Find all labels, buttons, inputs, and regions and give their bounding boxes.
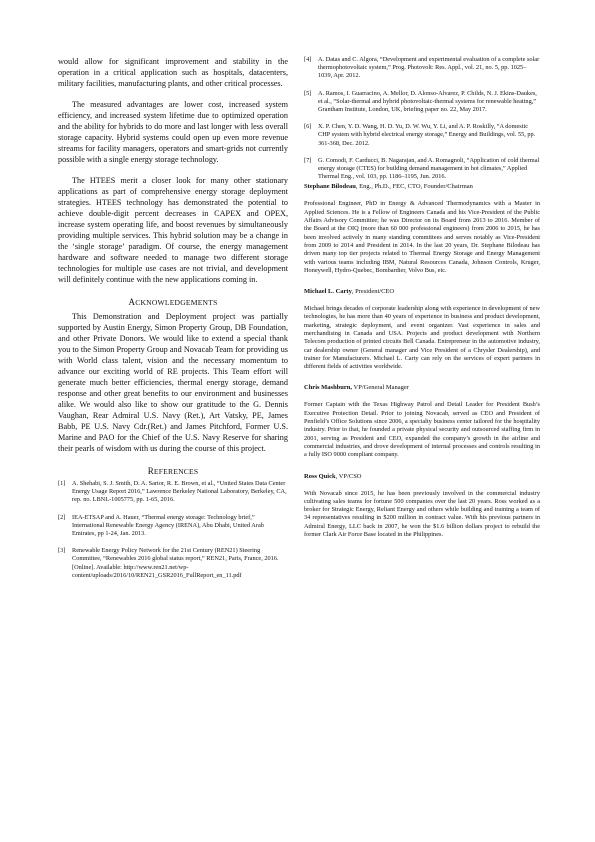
left-column	[58, 56, 288, 589]
bio-name: Chris Mashburn,	[304, 384, 353, 392]
body-paragraph-3: The HTEES merit a closer look for many other stationary applications as part of comprehensive energy storage deployment strategies. HTEES technology has demonstrated the potential to achieve double-digit percent decreases in CAPEX and OPEX, increase system operating life, and boost revenues by simultaneously providing multiple services. This hybrid solution may be a change in the ‘single storage’ paradigm. Of course, the energy management hardware and software needed to manage two different storage technologies for multiple use cases are not trivial, and development will definitely continue with the new applications coming in.	[58, 176, 288, 284]
reference-item	[304, 157, 540, 182]
reference-item	[58, 514, 288, 539]
reference-text: A. Datas and C. Algora, “Development and experimental evaluation of a complete solar thermophotovoltaic system,” Prog. Photovolt: Res. Appl., vol. 21, no. 5, pp. 1025–1039, Apr. 2012.	[318, 56, 540, 80]
reference-text: A. Shehabi, S. J. Smith, D. A. Sartor, R. E. Brown, et al., “United States Data Center Energy Usage Report 2016,” Lawrence Berkeley National Laboratory, Berkeley, CA, rep. no. LBNL-1005775, pp. 1-65, 2016.	[72, 480, 287, 504]
acknowledgements-heading	[58, 297, 288, 307]
reference-item	[58, 547, 288, 580]
reference-item	[58, 480, 288, 505]
bio-text-mashburn: Former Captain with the Texas Highway Patrol and Detail Leader for President Bush’s Executive Protection Detail. Prior to joining Novacab, served as CEO and President of Penfield’s Office Solutions since 2006, a specialty business center tailored for the hospitality industry. Prior to that, he founded a private physical security and outsourced staffing firm in 2001, serving as President and CEO, expanded the company’s growth in the airline and commercial industries, and drove development of internal processes and controls resulting in a fully ISO 9000 compliant company.	[304, 401, 540, 459]
references-heading-initial: R	[147, 466, 154, 476]
bio-heading-quick	[304, 473, 540, 481]
reference-number: [3]	[58, 547, 66, 555]
body-paragraph-1: would allow for significant improvement and stability in the operation in a critical application such as hospitals, datacenters, military facilities, manufacturing plants, and other critical processes.	[58, 57, 288, 88]
bio-heading-mashburn	[304, 384, 540, 392]
bio-name: Michael L. Carty	[304, 288, 352, 296]
reference-item	[304, 90, 540, 115]
reference-number: [6]	[304, 123, 312, 131]
bio-name: Stephane Bilodeau	[304, 183, 356, 191]
reference-number: [2]	[58, 513, 66, 521]
reference-text: IEA-ETSAP and A. Hauer, “Thermal energy storage: Technology brief,” International Renewable Energy Agency (IRENA), Abu Dhabi, United Arab Emirates, pp 1-24, Jan. 2013.	[72, 513, 264, 538]
body-paragraph-2: The measured advantages are lower cost, increased system efficiency, and increased system lifetime due to optimized operation and the ability for hybrids to do more and last longer with less overall storage capacity. Hybrid systems could open up even more revenue streams for facility managers, operators and smart-grids not currently possible with a single energy storage technology.	[58, 100, 288, 164]
bio-role: , Eng., Ph.D., FEC, CTO, Founder/Chairman	[355, 183, 473, 191]
bio-role: , President/CEO	[351, 288, 395, 296]
bio-text-quick: With Novacab since 2015, he has been previously involved in the commercial industry cultivating sales teams for fortune 500 companies over the last 20 years. Ross worked as a broker for Strategic Energy, Reliant Energy and others while building and training a team of 34 representatives resulting in $200 million in contract value. With his previous partners in Admiral Energy, LLC back in 2007, he won the $1.6 billion dollars project to rebuild the former Clark Air Force Base located in the Philippines.	[304, 489, 540, 539]
reference-text: X. P. Chen, Y. D. Wang, H. D. Yu, D. W. Wu, Y. Li, and A. P. Roskilly, “A domestic CHP system with hybrid electrical energy storage,” Energy and Buildings, vol. 55, pp. 361-368, Dec. 2012.	[318, 123, 536, 147]
reference-number: [5]	[304, 89, 312, 97]
bio-text-carty: Michael brings decades of corporate leadership along with experience in development of new technologies, he has more than 40 years of experience in business and product development, marketing, strategic deployment, and event organizer. Vast experience in sales and merchandising in Canada and USA. Projects and product development with Northern Telecom production of printed circuits Bell Canada. Entrepreneur in the automotive industry, car dealership owner (General manager and Vice President of a Chrysler Dealership), and trainer for Manufacturers. Michael L. Carty can rely on the services of expert partners in different fields of activities worldwide.	[304, 305, 540, 371]
reference-number: [4]	[304, 56, 312, 63]
reference-number: [1]	[58, 480, 66, 487]
bio-name: Ross Quick	[304, 472, 336, 480]
reference-text: G. Comodi, F. Carducci, B. Nagarajan, and A. Romagnoli, “Application of cold thermal energy storage (CTES) for building demand management in hot climates,” Applied Thermal Eng., vol. 103, pp. 1186–1195, Jun. 2016.	[318, 156, 540, 181]
bio-heading-bilodeau	[304, 183, 540, 191]
bio-role: , VP/CSO	[335, 472, 362, 480]
bio-text-bilodeau: Professional Engineer, PhD in Energy & Advanced Thermodynamics with a Master in Applied Sciences. He is a Fellow of Engineers Canada and his Vice-President of the Public Affairs Advisory Committee; he was Director on its Board from 2013 to 2016. Member of the Board at the OIQ (more than 60 000 professional engineers) from 2006 to 2015, he has been involved actively in many standing committees and serves notably as Vice-President from 2009 to 2014 and President in 2014. In the last 20 years, Dr. Stephane Bilodeau has driven many top tier projects related to Thermal Energy Storage and Energy Management with various teams including IBM, Natural Resources Canada, Johnson Controls, Kruger, Honeywell, Hydro-Quebec, Bombardier, Volvo Bus, etc.	[304, 200, 540, 274]
right-column	[304, 56, 540, 552]
bio-role: VP/General Manager	[352, 384, 409, 392]
reference-text: Renewable Energy Policy Network for the 21st Century (REN21) Steering Committee, “Renewables 2016 global status report,” REN21, Paris, France, 2016. [Online]. Available: http://www.ren21.net/wp-content/uploads/2016/10/REN21_GSR2016_FullReport_en_11.pdf	[72, 547, 279, 579]
reference-number: [7]	[304, 156, 312, 164]
reference-text: A. Ramos, I. Guarracino, A. Mellor, D. Alonso-Alvarez, P. Childs, N. J. Ekins-Daukes, et al., “Solar-thermal and hybrid photovoltaic-thermal systems for renewable heating,” Grantham Institute, London, UK, briefing paper no. 22, May 2017.	[318, 89, 537, 114]
references-heading-rest: EFERENCES	[153, 467, 199, 476]
acknowledgements-heading-initial: A	[128, 297, 136, 307]
acknowledgements-heading-rest: CKNOWLEDGEMENTS	[135, 298, 218, 307]
references-heading	[58, 466, 288, 476]
reference-item	[304, 123, 540, 148]
reference-item	[304, 56, 540, 81]
acknowledgements-body: This Demonstration and Deployment project was partially supported by Austin Energy, Simon Property Group, DB Foundation, and other Private Donors. We would like to extend a special thank you to the Simon Property Group and Novacab Team for providing us with World class talent, vision and the necessary momentum to advance our exciting world of RE projects. This Team effort will generate much better efficiencies, thermal energy storage, demand response and other great benefits to our environment and businesses alike. We would also like to show our gratitude to the G. Dennis Vaughan, Rear Admiral U.S. Navy (Ret.), Art Vatsky, PE, James Babb, PE U.S. Navy Cdr.(Ret.) and James Pitchford, Former U.S. Marine and PAO for the Chief of the U.S. Navy Reserve for sharing their pearls of wisdom with us during the course of this project.	[58, 312, 288, 453]
bio-heading-carty	[304, 288, 540, 296]
